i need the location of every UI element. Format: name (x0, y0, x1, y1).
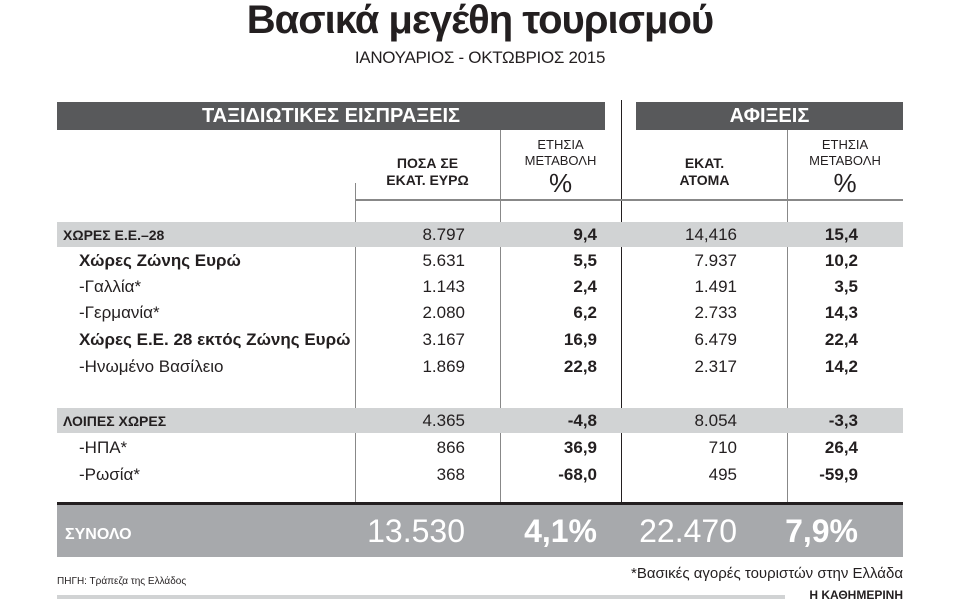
receipts-header: ΤΑΞΙΔΙΩΤΙΚΕΣ ΕΙΣΠΡΑΞΕΙΣ (57, 102, 605, 130)
receipts-value: 1.869 (422, 357, 465, 376)
arrivals-change: 15,4 (824, 225, 858, 244)
arrivals-change: 22,4 (824, 330, 858, 349)
header-rule (355, 199, 903, 201)
receipts-value: 1.143 (422, 277, 465, 296)
receipts-value: 866 (436, 438, 465, 457)
arrivals-value: 14,416 (685, 225, 737, 244)
arrivals-change: -3,3 (828, 411, 858, 430)
arrivals-value: 6.479 (694, 330, 737, 349)
row-label: Χώρες Ε.Ε. 28 εκτός Ζώνης Ευρώ (79, 330, 351, 349)
receipts-value: 8.797 (422, 225, 465, 244)
receipts-value: 3.167 (422, 330, 465, 349)
total-arrivals-change: 7,9% (785, 513, 858, 549)
source: ΠΗΓΗ: Τράπεζα της Ελλάδος (57, 576, 187, 587)
row-label: -Ρωσία* (79, 465, 140, 484)
arrivals-change: -59,9 (819, 465, 858, 484)
table-row (57, 274, 903, 300)
table-row (57, 462, 903, 488)
page-title: Βασικά μεγέθη τουρισμού (246, 0, 714, 42)
table-row (57, 222, 903, 248)
col-people-header: ΕΚΑΤ. ΑΤΟΜΑ (679, 155, 730, 188)
arrivals-value: 2.733 (694, 303, 737, 322)
receipts-value: 368 (436, 465, 465, 484)
arrivals-change: 14,3 (824, 303, 858, 322)
arrivals-change: 3,5 (834, 277, 858, 296)
footnote: *Βασικές αγορές τουριστών στην Ελλάδα (631, 565, 903, 582)
arrivals-value: 1.491 (694, 277, 737, 296)
footer-rule (57, 595, 785, 599)
arrivals-value: 2.317 (694, 357, 737, 376)
total-row (57, 502, 903, 557)
receipts-change: 2,4 (573, 277, 597, 296)
col-receipts-change-header: ΕΤΗΣΙΑ ΜΕΤΑΒΟΛΗ % (524, 137, 597, 198)
receipts-change: 6,2 (573, 303, 597, 322)
receipts-change: -4,8 (567, 411, 597, 430)
receipts-change: 16,9 (563, 330, 597, 349)
total-receipts: 13.530 (367, 513, 465, 549)
arrivals-change: 26,4 (824, 438, 858, 457)
arrivals-value: 7.937 (694, 251, 737, 270)
col-amount-header: ΠΟΣΑ ΣΕ ΕΚΑΤ. ΕΥΡΩ (386, 155, 469, 188)
table-row (57, 248, 903, 274)
table-row (57, 327, 903, 353)
total-arrivals: 22.470 (639, 513, 737, 549)
arrivals-value: 8.054 (694, 411, 737, 430)
receipts-change: 9,4 (573, 225, 597, 244)
total-label: ΣΥΝΟΛΟ (65, 526, 132, 543)
row-label: -Ηνωμένο Βασίλειο (79, 357, 224, 376)
receipts-value: 5.631 (422, 251, 465, 270)
brand-logo: Η ΚΑΘΗΜΕΡΙΝΗ (809, 588, 903, 602)
arrivals-header: ΑΦΙΞΕΙΣ (636, 102, 903, 130)
receipts-change: 22,8 (563, 357, 597, 376)
total-receipts-change: 4,1% (524, 513, 597, 549)
table-row (57, 408, 903, 434)
table-row (57, 435, 903, 461)
receipts-value: 4.365 (422, 411, 465, 430)
col-arrivals-change-header: ΕΤΗΣΙΑ ΜΕΤΑΒΟΛΗ % (809, 137, 881, 198)
table-row (57, 354, 903, 380)
row-label: ΧΩΡΕΣ Ε.Ε.–28 (63, 227, 165, 243)
row-label: -Γαλλία* (79, 277, 142, 296)
row-label: Χώρες Ζώνης Ευρώ (79, 251, 241, 270)
receipts-change: 36,9 (563, 438, 597, 457)
subtitle: ΙΑΝΟΥΑΡΙΟΣ - ΟΚΤΩΒΡΙΟΣ 2015 (354, 48, 606, 67)
arrivals-value: 495 (708, 465, 737, 484)
arrivals-change: 14,2 (824, 357, 858, 376)
arrivals-value: 710 (708, 438, 737, 457)
row-label: ΛΟΙΠΕΣ ΧΩΡΕΣ (63, 413, 167, 429)
row-label: -ΗΠΑ* (79, 438, 128, 457)
receipts-value: 2.080 (422, 303, 465, 322)
receipts-change: -68,0 (558, 465, 597, 484)
row-label: -Γερμανία* (79, 303, 160, 322)
arrivals-change: 10,2 (824, 251, 858, 270)
table-row (57, 300, 903, 326)
receipts-change: 5,5 (573, 251, 597, 270)
